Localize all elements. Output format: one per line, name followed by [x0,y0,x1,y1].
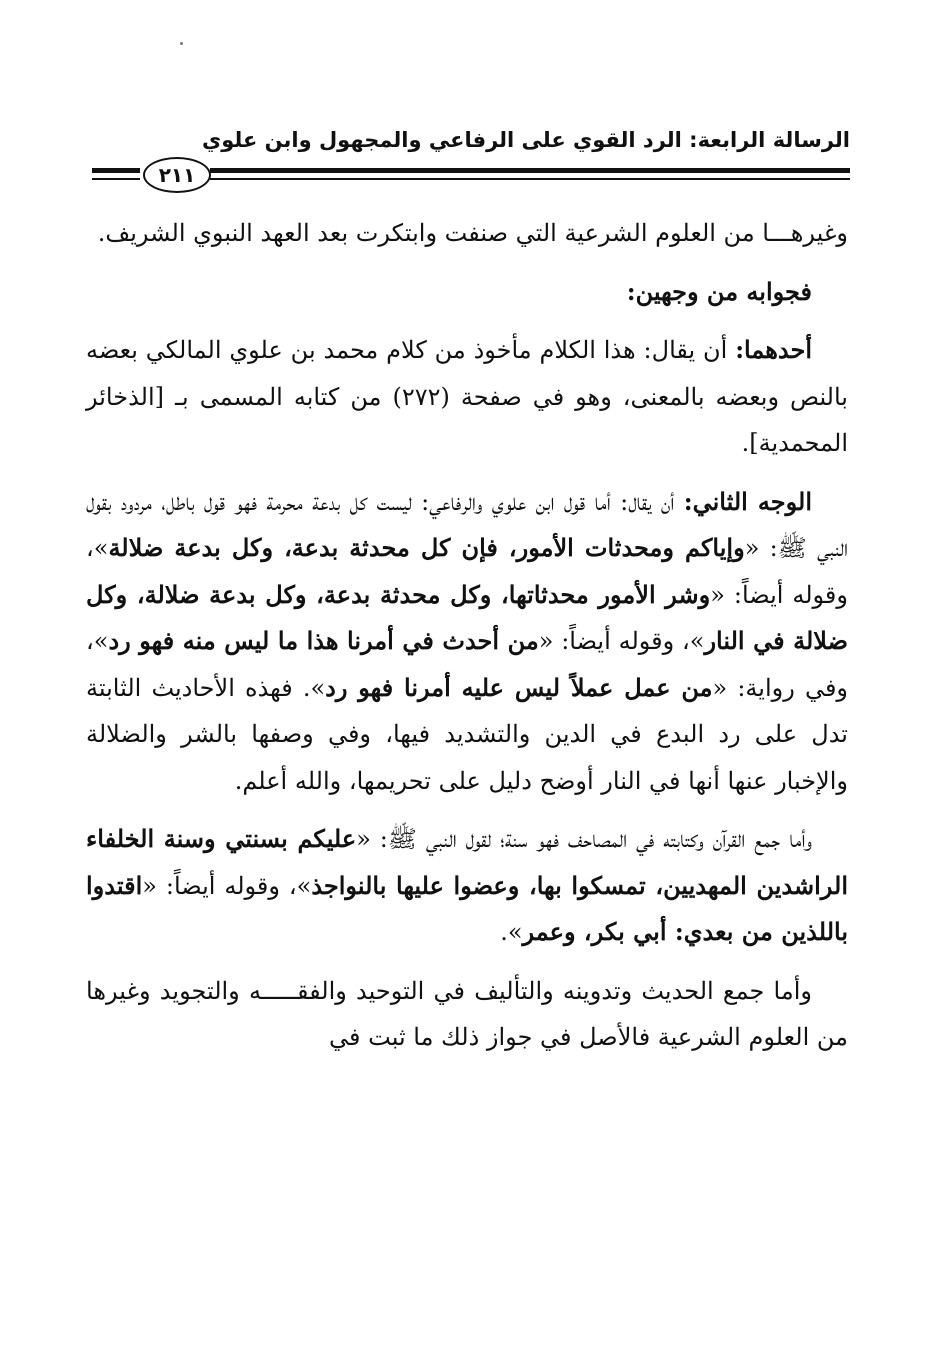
first-aspect-label: أحدهما: [735,335,812,364]
text-segment: »، وقوله أيضاً: « [142,871,312,900]
header-rule-thin-right [210,178,850,180]
hadith-quote: من أحدث في أمرنا هذا ما ليس منه فهو رد [108,626,539,655]
text-segment: »، وقوله أيضاً: « [538,627,705,655]
page-number: ٢١١ [143,157,211,193]
text-segment: »، وقوله أيضاً: « [86,534,848,609]
hadith-quote: اقتدوا باللذين من بعدي: أبي بكر، وعمر [86,870,848,946]
text-segment: ». فهذه الأحاديث الثابتة تدل على رد البدع في الدين والتشديد فيها، وفي وصفها بالشر والضلالة والإخبار عنها أنها في النار أوضح دليل على تحريمها، والله أعلم. [86,673,848,795]
text-segment: أن يقال: أما قول ابن علوي والرفاعي: ليست كل بدعة محرمة فهو قول باطل، مردود بقول النبي ﷺ: « [86,487,848,562]
running-header-title: الرسالة الرابعة: الرد القوي على الرفاعي والمجهول وابن علوي [201,128,850,152]
paragraph-4 [86,479,848,805]
paragraph-1: وغيرهـــا من العلوم الشرعية التي صنفت وابتكرت بعد العهد النبوي الشريف. [97,219,848,247]
paragraph-6: وأما جمع الحديث وتدوينه والتأليف في التوحيد والفقـــــه والتجويد وغيرها من العلوم الشرعية فالأصل في جواز ذلك ما ثبت في [86,976,848,1051]
text-segment: وأما جمع القرآن وكتابته في المصاحف فهو سنة؛ لقول النبي ﷺ: « [356,825,813,853]
paragraph-3 [86,327,848,467]
scan-speck [180,42,183,45]
header-rule-thick-left [92,168,140,173]
header-rule-thin-left [92,178,140,180]
hadith-quote: وشر الأمور محدثاتها، وكل محدثة بدعة، وكل بدعة ضلالة، وكل ضلالة في النار [86,579,848,655]
first-aspect-text: أن يقال: هذا الكلام مأخوذ من كلام محمد بن علوي المالكي بعضه بالنص وبعضه بالمعنى، وهو في صفحة (٢٧٢) من كتابه المسمى بـ [الذخائر المحمدية]. [86,336,848,457]
body-text [86,210,848,1073]
hadith-quote: وإياكم ومحدثات الأمور، فإن كل محدثة بدعة، وكل بدعة ضلالة [108,533,745,562]
text-segment: »، وفي رواية: « [86,627,849,702]
second-aspect-label: الوجه الثاني: [683,486,812,516]
hadith-quote: عليكم بسنتي وسنة الخلفاء الراشدين المهديين، تمسكوا بها، وعضوا عليها بالنواجذ [86,824,849,900]
paragraph-2-answer-intro: فجوابه من وجهين: [626,276,812,306]
hadith-quote: من عمل عملاً ليس عليه أمرنا فهو رد [325,672,713,702]
paragraph-5 [86,816,848,956]
header-rule-thick-right [210,168,850,173]
text-segment: ». [500,918,523,946]
